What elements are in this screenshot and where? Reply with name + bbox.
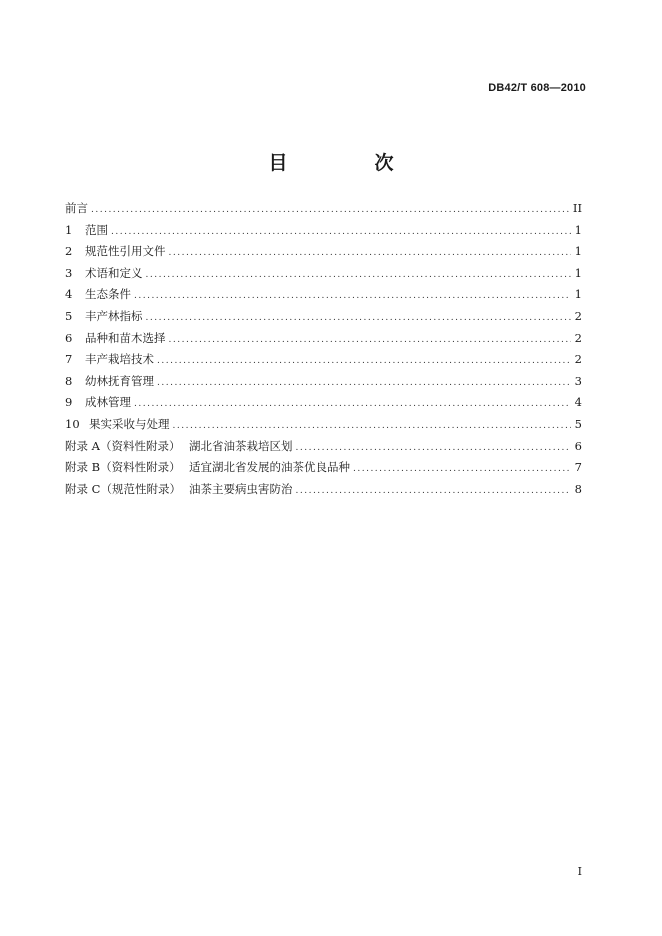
toc-leader-dots xyxy=(173,421,572,431)
toc-entry-label: 附录 B（资料性附录） 适宜湖北省发展的油茶优良品种 xyxy=(65,460,350,475)
toc-entry-6[interactable] xyxy=(65,330,582,352)
toc-leader-dots xyxy=(296,486,572,496)
page-title: 目 次 xyxy=(268,152,428,174)
toc-entry-page: 1 xyxy=(574,222,582,237)
toc-entry-9[interactable] xyxy=(65,394,582,416)
toc-entry-page: 7 xyxy=(574,460,582,475)
toc-entry-7[interactable] xyxy=(65,351,582,373)
toc-entry-annex-b[interactable] xyxy=(65,459,582,481)
toc-entry-page: 3 xyxy=(574,373,582,388)
toc-leader-dots xyxy=(134,291,571,301)
toc-entry-page: II xyxy=(572,201,582,215)
toc-leader-dots xyxy=(134,399,571,409)
toc-entry-label: 8 幼林抚育管理 xyxy=(65,373,154,388)
toc-entry-page: 2 xyxy=(574,352,582,367)
toc-entry-8[interactable] xyxy=(65,373,582,395)
toc-entry-page: 2 xyxy=(574,308,582,323)
toc-entry-2[interactable] xyxy=(65,243,582,265)
toc-entry-10[interactable] xyxy=(65,416,582,438)
toc-entry-foreword[interactable] xyxy=(65,200,582,222)
toc-entry-annex-c[interactable] xyxy=(65,481,582,503)
table-of-contents xyxy=(65,200,582,502)
document-code: DB42/T 608—2010 xyxy=(488,82,586,94)
toc-entry-label: 10 果实采收与处理 xyxy=(65,416,170,431)
page-number: I xyxy=(577,865,582,878)
toc-leader-dots xyxy=(91,205,570,215)
toc-entry-label: 附录 A（资料性附录） 湖北省油茶栽培区划 xyxy=(65,438,293,453)
toc-leader-dots xyxy=(157,356,571,366)
toc-entry-4[interactable] xyxy=(65,286,582,308)
toc-leader-dots xyxy=(169,335,572,345)
toc-entry-label: 2 规范性引用文件 xyxy=(65,244,166,259)
toc-entry-label: 5 丰产林指标 xyxy=(65,308,143,323)
toc-entry-label: 1 范围 xyxy=(65,222,108,237)
toc-entry-page: 1 xyxy=(574,244,582,259)
toc-leader-dots xyxy=(169,248,572,258)
toc-entry-label: 附录 C（规范性附录） 油茶主要病虫害防治 xyxy=(65,481,293,496)
toc-entry-label: 9 成林管理 xyxy=(65,395,131,410)
toc-entry-page: 4 xyxy=(574,395,582,410)
toc-entry-page: 2 xyxy=(574,330,582,345)
toc-entry-page: 6 xyxy=(574,438,582,453)
toc-entry-annex-a[interactable] xyxy=(65,438,582,460)
toc-entry-3[interactable] xyxy=(65,265,582,287)
toc-entry-5[interactable] xyxy=(65,308,582,330)
toc-entry-page: 5 xyxy=(574,416,582,431)
toc-entry-label: 4 生态条件 xyxy=(65,287,131,302)
toc-entry-page: 1 xyxy=(574,287,582,302)
toc-entry-1[interactable] xyxy=(65,222,582,244)
toc-entry-label: 前言 xyxy=(65,201,88,215)
toc-leader-dots xyxy=(157,378,571,388)
toc-leader-dots xyxy=(146,270,572,280)
toc-leader-dots xyxy=(353,464,571,474)
toc-entry-label: 3 术语和定义 xyxy=(65,265,143,280)
toc-entry-label: 7 丰产栽培技术 xyxy=(65,352,154,367)
toc-leader-dots xyxy=(111,227,571,237)
toc-leader-dots xyxy=(296,443,572,453)
toc-leader-dots xyxy=(146,313,572,323)
toc-entry-page: 1 xyxy=(574,265,582,280)
toc-entry-page: 8 xyxy=(574,481,582,496)
toc-entry-label: 6 品种和苗木选择 xyxy=(65,330,166,345)
